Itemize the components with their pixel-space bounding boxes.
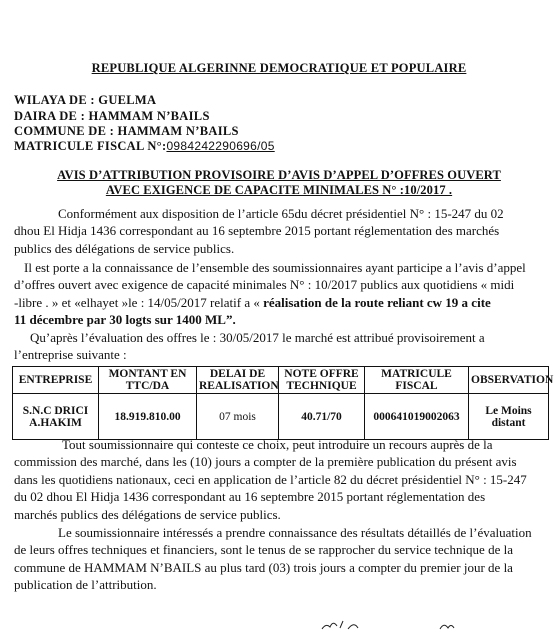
paragraph-line: publication de l’attribution.: [14, 577, 157, 593]
table-header-row: [13, 367, 549, 394]
paragraph-regulation: [14, 205, 544, 257]
paragraph-line: du 02 dhou El Hidja 1436 correspondant au 16 septembre 2015 portant réglementation des: [14, 489, 486, 505]
header-delai: DELAI DE REALISATION: [197, 367, 279, 394]
paragraph-line: Conformément aux disposition de l’article 65du décret présidentiel N° : 15-247 du 02: [58, 206, 504, 221]
republic-heading: REPUBLIQUE ALGERINNE DEMOCRATIQUE ET POPULAIRE: [91, 61, 467, 75]
paragraph-line: commune de HAMMAM N’BAILS au plus tard (03) trois jours a compter du premier jour de la: [14, 559, 513, 575]
wilaya-line: WILAYA DE : GUELMA: [14, 93, 157, 107]
paragraph-line: publics des délégations de service publics.: [14, 240, 235, 256]
fiscal-line: [14, 139, 275, 154]
notice-title-line2: AVEC EXIGENCE DE CAPACITE MINIMALES N° :10/2017 .: [105, 183, 453, 197]
project-title: réalisation de la route reliant cw 19 a cite: [263, 294, 491, 310]
header-matricule: MATRICULE FISCAL: [365, 367, 469, 394]
paragraph-line: Le soumissionnaire intéressés a prendre connaissance des résultats détaillés de l’évaluation: [58, 525, 532, 540]
paragraph-line: commission des marché, dans les (10) jours a compter de la première publication du présent avis: [14, 454, 517, 470]
header-observation: OBSERVATION: [469, 367, 549, 394]
cell-montant: 18.919.810.00: [99, 394, 197, 440]
paragraph-line: l’entreprise suivante :: [14, 347, 127, 363]
cell-entreprise: S.N.C DRICI A.HAKIM: [13, 394, 99, 440]
header-montant: MONTANT EN TTC/DA: [99, 367, 197, 394]
paragraph-consultation: [14, 524, 544, 594]
paragraph-line: Qu’après l’évaluation des offres le : 30/05/2017 le marché est attribué provisoirement a: [30, 330, 485, 345]
paragraph-line: dans les quotidiens nationaux, ceci en application de l’article 82 du décret présidentiel N° : 15-247: [14, 471, 527, 487]
commune-line: COMMUNE DE : HAMMAM N’BAILS: [14, 124, 239, 138]
cell-note: 40.71/70: [279, 394, 365, 440]
cell-observation: Le Moins distant: [469, 394, 549, 440]
signature-stamp-fragment: [300, 617, 480, 631]
header-note: NOTE OFFRE TECHNIQUE: [279, 367, 365, 394]
daira-line: DAIRA DE : HAMMAM N’BAILS: [14, 109, 210, 123]
paragraph-line: de leurs offres techniques et financiers, sont le tenus de se rapprocher du service technique de la: [14, 542, 513, 558]
cell-delai: 07 mois: [197, 394, 279, 440]
notice-title-line1: AVIS D’ATTRIBUTION PROVISOIRE D’AVIS D’APPEL D’OFFRES OUVERT: [57, 168, 501, 182]
paragraph-line: [14, 294, 544, 311]
cell-matricule: 000641019002063: [365, 394, 469, 440]
paragraph-evaluation: [14, 329, 544, 364]
paragraph-line: Tout soumissionnaire qui conteste ce choix, peut introduire un recours auprès de la: [62, 437, 493, 452]
attribution-table: [12, 366, 554, 440]
paragraph-line: Il est porte a la connaissance de l’ensemble des soumissionnaires ayant participe a l’avis d’appel: [24, 260, 526, 275]
paragraph-recours: [14, 436, 544, 523]
publication-text: -libre . » et «elhayet »le : 14/05/2017 relatif a «: [14, 294, 264, 310]
header-entreprise: ENTREPRISE: [13, 367, 99, 394]
project-title-end: 11 décembre par 30 logts sur 1400 ML”.: [14, 312, 236, 328]
paragraph-line: dhou El Hidja 1436 correspondant au 16 septembre 2015 portant réglementation des marchés: [14, 223, 500, 239]
fiscal-label: MATRICULE FISCAL N°:: [14, 139, 167, 153]
table-row: [13, 394, 549, 440]
paragraph-line: d’offres ouvert avec exigence de capacité minimales N° : 10/2017 publics aux quotidiens « midi: [14, 277, 515, 293]
paragraph-line: marchés publics des délégations de service publics.: [14, 506, 281, 522]
fiscal-number: 0984242290696/05: [166, 139, 275, 153]
paragraph-announcement: [14, 259, 544, 329]
